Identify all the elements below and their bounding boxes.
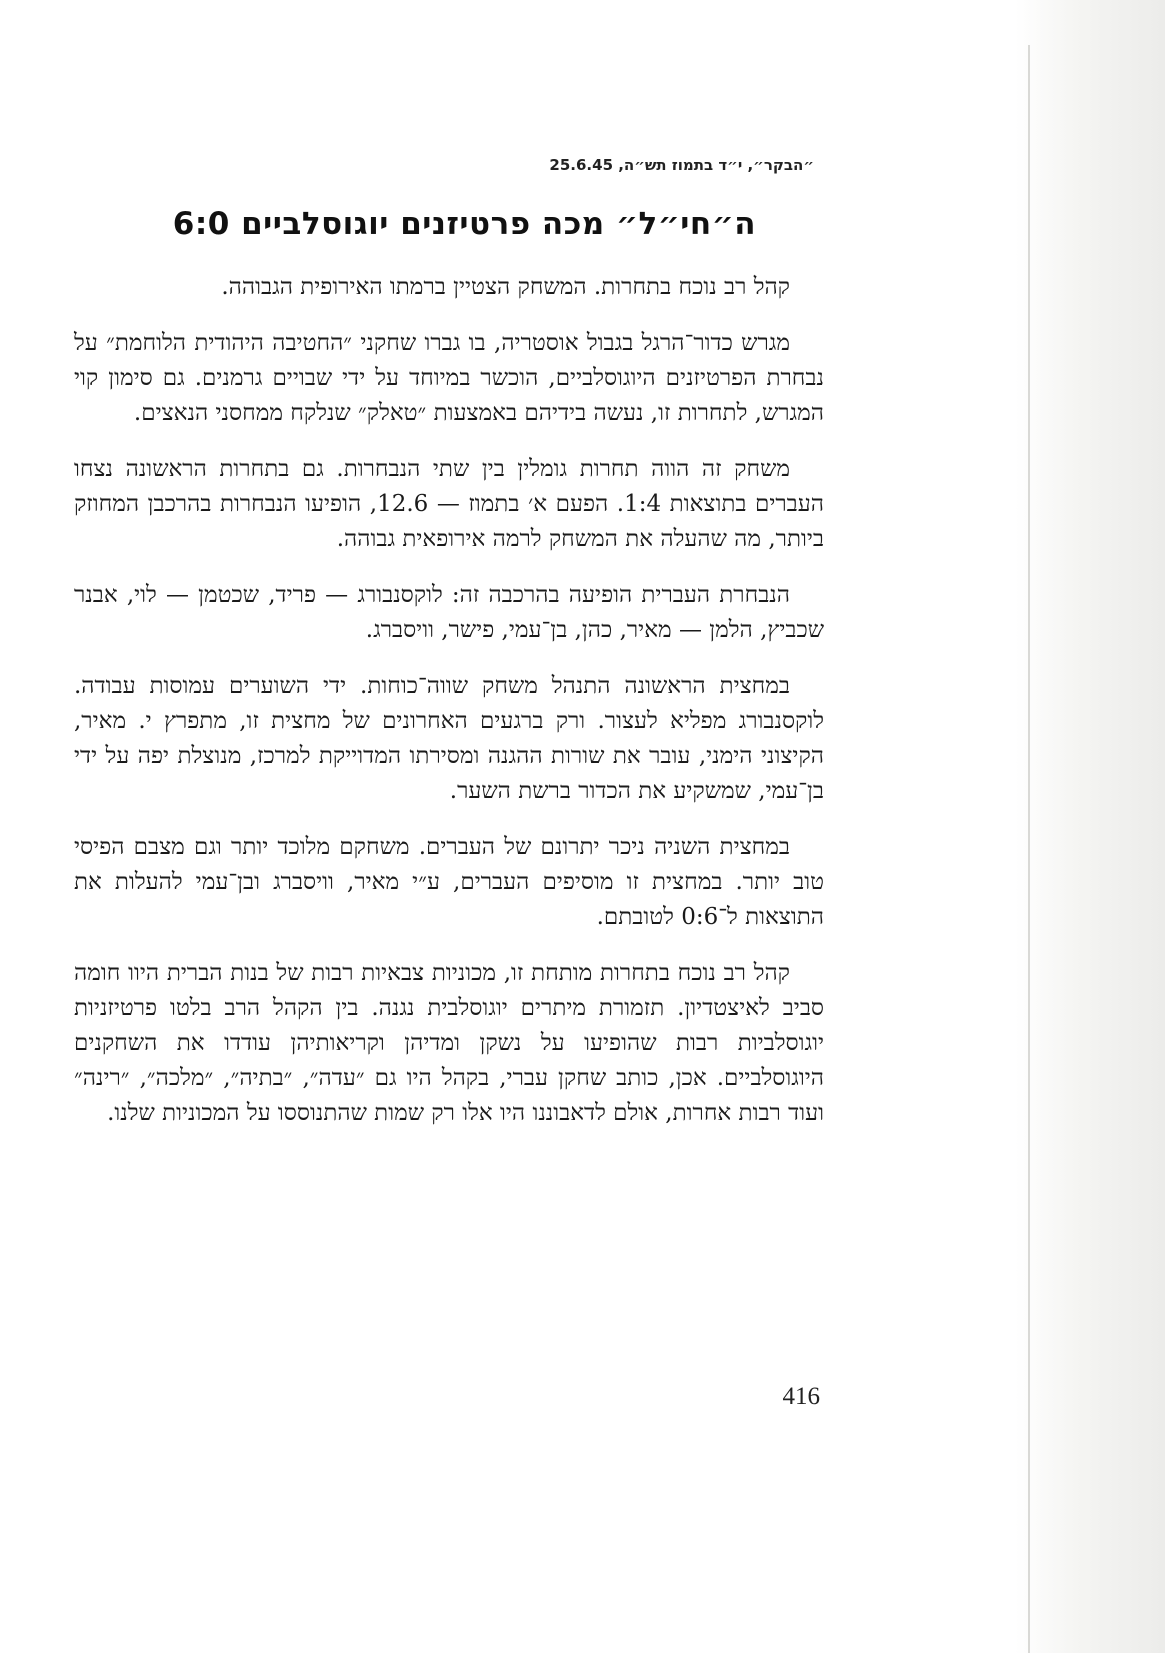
article-paragraph: משחק זה הווה תחרות גומלין בין שתי הנבחרות. גם בתחרות הראשונה נצחו העברים בתוצאות 1:4. הפעם א׳ בתמוז — 12.6, הופיעו הנבחרות בהרכבן המחוזק ביותר, מה שהעלה את המשחק לרמה אירופאית גבוהה. <box>74 456 824 552</box>
article-body <box>74 270 824 1152</box>
article-title: ה״חי״ל״ מכה פרטיזנים יוגוסלביים 6:0 <box>172 206 756 242</box>
page-number: 416 <box>782 1383 820 1410</box>
source-citation: ״הבקר״, י״ד בתמוז תש״ה, 25.6.45 <box>549 156 814 174</box>
article-paragraph: במחצית השניה ניכר יתרונם של העברים. משחקם מלוכד יותר וגם מצבם הפיסי טוב יותר. במחצית זו מוסיפים העברים, ע״י מאיר, וויסברג ובן־עמי להעלות את התוצאות ל־0:6 לטובתם. <box>74 834 824 930</box>
article-paragraph: מגרש כדור־הרגל בגבול אוסטריה, בו גברו שחקני ״החטיבה היהודית הלוחמת״ על נבחרת הפרטיזנים היוגוסלביים, הוכשר במיוחד על ידי שבויים גרמנים. גם סימון קוי המגרש, לתחרות זו, נעשה בידיהם באמצעות ״טאלק״ שנלקח ממחסני הנאצים. <box>74 330 824 426</box>
article-paragraph: הנבחרת העברית הופיעה בהרכבה זה: לוקסנבורג — פריד, שכטמן — לוי, אבנר שכביץ, הלמן — מאיר, כהן, בן־עמי, פישר, וויסברג. <box>74 582 824 643</box>
page-fold-line <box>1028 45 1030 1653</box>
article-paragraph: קהל רב נוכח בתחרות מותחת זו, מכוניות צבאיות רבות של בנות הברית היוו חומה סביב לאיצטדיון. תזמורת מיתרים יוגוסלבית נגנה. בין הקהל הרב בלטו פרטיזניות יוגוסלביות רבות שהופיעו על נשקן ומדיהן וקריאותיהן עודדו את השחקנים היוגוסלביים. אכן, כותב שחקן עברי, בקהל היו גם ״עדה״, ״בתיה״, ״מלכה״, ״רינה״ ועוד רבות אחרות, אולם לדאבוננו היו אלו רק שמות שהתנוססו על המכוניות שלנו. <box>74 960 824 1126</box>
article-paragraph: במחצית הראשונה התנהל משחק שווה־כוחות. ידי השוערים עמוסות עבודה. לוקסנבורג מפליא לעצור. ורק ברגעים האחרונים של מחצית זו, מתפרץ י. מאיר, הקיצוני הימני, עובר את שורות ההגנה ומסירתו המדוייקת למרכז, מנוצלת יפה על ידי בן־עמי, שמשקיע את הכדור ברשת השער. <box>74 673 824 804</box>
article-paragraph: קהל רב נוכח בתחרות. המשחק הצטיין ברמתו האירופית הגבוהה. <box>221 274 790 300</box>
page-gutter-shadow <box>1015 0 1165 1653</box>
